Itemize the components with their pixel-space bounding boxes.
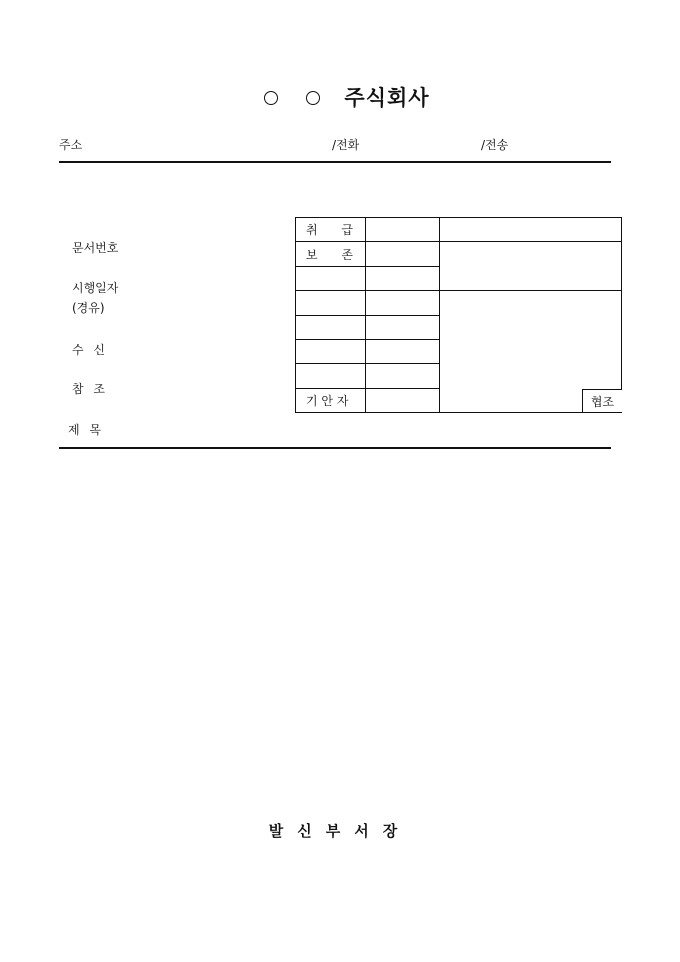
sender-signature: 발신부서장	[268, 822, 412, 840]
handling-value[interactable]	[366, 218, 440, 242]
via-label: (경유)	[72, 301, 105, 315]
placeholder-circle-icon	[264, 91, 278, 105]
approver-cell[interactable]	[296, 339, 366, 363]
reference-label: 참 조	[72, 382, 108, 396]
drafter-cell	[296, 388, 366, 412]
retention-cell	[296, 242, 366, 266]
placeholder-circle-icon	[306, 91, 320, 105]
retention-note[interactable]	[440, 242, 622, 291]
recipient-label: 수 신	[72, 343, 108, 357]
handling-label-2: 급	[341, 223, 353, 238]
cooperation-box[interactable]	[440, 291, 622, 413]
handling-note[interactable]	[440, 218, 622, 242]
phone-label: /전화	[332, 138, 360, 152]
approver-sign-cell[interactable]	[366, 364, 440, 388]
handling-cell	[296, 218, 366, 242]
approver-sign-cell[interactable]	[366, 315, 440, 339]
company-name: 주식회사	[344, 85, 430, 110]
fax-label: /전송	[481, 138, 509, 152]
retention-label-2: 존	[341, 247, 353, 262]
grid-cell[interactable]	[296, 266, 366, 290]
drafter-sign-cell[interactable]	[366, 388, 440, 412]
approver-sign-cell[interactable]	[366, 339, 440, 363]
approver-cell[interactable]	[296, 364, 366, 388]
approval-grid	[295, 217, 622, 413]
address-label: 주소	[59, 138, 83, 152]
doc-number-label: 문서번호	[72, 241, 119, 255]
header-rule	[59, 161, 611, 163]
retention-label-1: 보	[306, 247, 318, 262]
subject-rule	[59, 447, 611, 449]
drafter-label: 기 안 자	[306, 393, 349, 408]
cooperation-label: 협조	[582, 389, 622, 413]
handling-label-1: 취	[306, 223, 318, 238]
subject-label: 제 목	[68, 423, 104, 437]
approver-sign-cell[interactable]	[366, 291, 440, 315]
approver-cell[interactable]	[296, 315, 366, 339]
retention-value[interactable]	[366, 242, 440, 266]
document-title	[0, 82, 680, 112]
date-label: 시행일자	[72, 281, 119, 295]
grid-cell[interactable]	[366, 266, 440, 290]
approver-cell[interactable]	[296, 291, 366, 315]
